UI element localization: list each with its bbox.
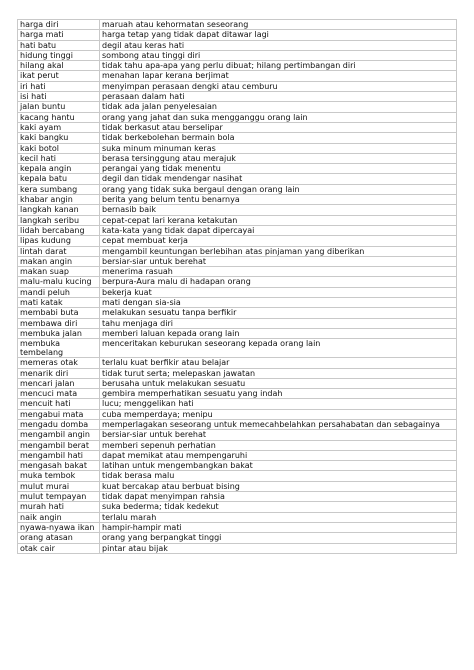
table-row — [18, 378, 457, 388]
idiom-term: lintah darat — [18, 246, 100, 256]
idiom-meaning: orang yang jahat dan suka mengganggu orang lain — [100, 112, 457, 122]
table-row — [18, 225, 457, 235]
table-row — [18, 481, 457, 491]
table-row — [18, 339, 457, 358]
idiom-meaning: berpura-Aura malu di hadapan orang — [100, 277, 457, 287]
idiom-term: makan suap — [18, 267, 100, 277]
idiom-meaning: bernasib baik — [100, 205, 457, 215]
idiom-term: hati batu — [18, 40, 100, 50]
idiom-meaning: menyimpan perasaan dengki atau cemburu — [100, 81, 457, 91]
table-row — [18, 502, 457, 512]
idiom-term: muka tembok — [18, 471, 100, 481]
idiom-meaning: suka minum minuman keras — [100, 143, 457, 153]
idiom-term: mulut tempayan — [18, 492, 100, 502]
idiom-term: mengabui mata — [18, 409, 100, 419]
idiom-term: kepala angin — [18, 164, 100, 174]
idiom-term: membawa diri — [18, 318, 100, 328]
idiom-term: mencuci mata — [18, 389, 100, 399]
table-row — [18, 308, 457, 318]
idiom-meaning: terlalu marah — [100, 512, 457, 522]
idiom-meaning: gembira memperhatikan sesuatu yang indah — [100, 389, 457, 399]
idiom-meaning: perasaan dalam hati — [100, 92, 457, 102]
idiom-term: harga diri — [18, 20, 100, 30]
idiom-term: hilang akal — [18, 61, 100, 71]
table-row — [18, 246, 457, 256]
table-row — [18, 102, 457, 112]
table-row — [18, 368, 457, 378]
idiom-meaning: terlalu kuat berfikir atau belajar — [100, 358, 457, 368]
idiom-meaning: menerima rasuah — [100, 267, 457, 277]
table-row — [18, 298, 457, 308]
table-row — [18, 40, 457, 50]
idiom-meaning: degil dan tidak mendengar nasihat — [100, 174, 457, 184]
table-row — [18, 50, 457, 60]
idiom-meaning: kata-kata yang tidak dapat dipercayai — [100, 225, 457, 235]
idiom-term: kaki botol — [18, 143, 100, 153]
table-row — [18, 256, 457, 266]
idiom-term: mengambil angin — [18, 430, 100, 440]
idiom-term: kecil hati — [18, 153, 100, 163]
idiom-term: kacang hantu — [18, 112, 100, 122]
idiom-meaning: tidak berasa malu — [100, 471, 457, 481]
idiom-meaning: hampir-hampir mati — [100, 522, 457, 532]
table-row — [18, 92, 457, 102]
idiom-term: ikat perut — [18, 71, 100, 81]
idiom-term: mulut murai — [18, 481, 100, 491]
table-row — [18, 522, 457, 532]
table-row — [18, 122, 457, 132]
table-row — [18, 215, 457, 225]
idiom-term: lidah bercabang — [18, 225, 100, 235]
idiom-term: malu-malu kucing — [18, 277, 100, 287]
idiom-meaning: melakukan sesuatu tanpa berfikir — [100, 308, 457, 318]
idiom-meaning: bersiar-siar untuk berehat — [100, 256, 457, 266]
table-row — [18, 419, 457, 429]
idiom-meaning: dapat memikat atau mempengaruhi — [100, 450, 457, 460]
table-row — [18, 30, 457, 40]
idiom-meaning: tidak turut serta; melepaskan jawatan — [100, 368, 457, 378]
table-row — [18, 153, 457, 163]
table-row — [18, 267, 457, 277]
idiom-meaning: tahu menjaga diri — [100, 318, 457, 328]
table-row — [18, 133, 457, 143]
idiom-table-body — [18, 20, 457, 554]
table-row — [18, 328, 457, 338]
table-row — [18, 287, 457, 297]
idiom-term: kera sumbang — [18, 184, 100, 194]
idiom-meaning: memperlagakan seseorang untuk memecahbelahkan persahabatan dan sebagainya — [100, 419, 457, 429]
idiom-meaning: tidak tahu apa-apa yang perlu dibuat; hilang pertimbangan diri — [100, 61, 457, 71]
idiom-meaning: berusaha untuk melakukan sesuatu — [100, 378, 457, 388]
table-row — [18, 430, 457, 440]
table-row — [18, 20, 457, 30]
idiom-term: iri hati — [18, 81, 100, 91]
idiom-meaning: berita yang belum tentu benarnya — [100, 195, 457, 205]
idiom-meaning: tidak ada jalan penyelesaian — [100, 102, 457, 112]
table-row — [18, 61, 457, 71]
document-page — [17, 19, 456, 554]
table-row — [18, 409, 457, 419]
table-row — [18, 236, 457, 246]
table-row — [18, 399, 457, 409]
idiom-meaning: menceritakan keburukan seseorang kepada orang lain — [100, 339, 457, 358]
idiom-table — [17, 19, 457, 554]
idiom-meaning: mati dengan sia-sia — [100, 298, 457, 308]
idiom-meaning: latihan untuk mengembangkan bakat — [100, 461, 457, 471]
idiom-term: makan angin — [18, 256, 100, 266]
idiom-term: langkah kanan — [18, 205, 100, 215]
idiom-meaning: tidak dapat menyimpan rahsia — [100, 492, 457, 502]
idiom-term: lipas kudung — [18, 236, 100, 246]
table-row — [18, 450, 457, 460]
idiom-meaning: menahan lapar kerana berjimat — [100, 71, 457, 81]
idiom-term: isi hati — [18, 92, 100, 102]
idiom-term: mandi peluh — [18, 287, 100, 297]
table-row — [18, 389, 457, 399]
idiom-term: mengambil berat — [18, 440, 100, 450]
table-row — [18, 164, 457, 174]
idiom-term: mengambil hati — [18, 450, 100, 460]
idiom-term: murah hati — [18, 502, 100, 512]
idiom-meaning: bersiar-siar untuk berehat — [100, 430, 457, 440]
idiom-term: menarik diri — [18, 368, 100, 378]
idiom-term: hidung tinggi — [18, 50, 100, 60]
idiom-term: mati katak — [18, 298, 100, 308]
table-row — [18, 512, 457, 522]
idiom-term: membuka tembelang — [18, 339, 100, 358]
idiom-meaning: harga tetap yang tidak dapat ditawar lagi — [100, 30, 457, 40]
idiom-term: membuka jalan — [18, 328, 100, 338]
table-row — [18, 492, 457, 502]
idiom-meaning: maruah atau kehormatan seseorang — [100, 20, 457, 30]
idiom-term: kaki ayam — [18, 122, 100, 132]
idiom-term: khabar angin — [18, 195, 100, 205]
idiom-meaning: memberi laluan kepada orang lain — [100, 328, 457, 338]
idiom-meaning: tidak berkebolehan bermain bola — [100, 133, 457, 143]
table-row — [18, 318, 457, 328]
idiom-meaning: tidak berkasut atau berselipar — [100, 122, 457, 132]
idiom-term: langkah seribu — [18, 215, 100, 225]
idiom-term: kaki bangku — [18, 133, 100, 143]
table-row — [18, 205, 457, 215]
idiom-meaning: cepat membuat kerja — [100, 236, 457, 246]
idiom-meaning: berasa tersinggung atau merajuk — [100, 153, 457, 163]
idiom-meaning: lucu; menggelikan hati — [100, 399, 457, 409]
idiom-term: jalan buntu — [18, 102, 100, 112]
table-row — [18, 184, 457, 194]
idiom-term: mengasah bakat — [18, 461, 100, 471]
idiom-term: orang atasan — [18, 533, 100, 543]
table-row — [18, 143, 457, 153]
idiom-meaning: memberi sepenuh perhatian — [100, 440, 457, 450]
idiom-term: mencari jalan — [18, 378, 100, 388]
table-row — [18, 358, 457, 368]
table-row — [18, 471, 457, 481]
idiom-term: mengadu domba — [18, 419, 100, 429]
table-row — [18, 174, 457, 184]
idiom-meaning: sombong atau tinggi diri — [100, 50, 457, 60]
table-row — [18, 533, 457, 543]
idiom-meaning: mengambil keuntungan berlebihan atas pinjaman yang diberikan — [100, 246, 457, 256]
table-row — [18, 71, 457, 81]
idiom-meaning: orang yang tidak suka bergaul dengan orang lain — [100, 184, 457, 194]
table-row — [18, 543, 457, 553]
idiom-term: memeras otak — [18, 358, 100, 368]
idiom-term: otak cair — [18, 543, 100, 553]
idiom-meaning: cepat-cepat lari kerana ketakutan — [100, 215, 457, 225]
idiom-term: membabi buta — [18, 308, 100, 318]
idiom-term: harga mati — [18, 30, 100, 40]
idiom-term: mencuit hati — [18, 399, 100, 409]
idiom-meaning: orang yang berpangkat tinggi — [100, 533, 457, 543]
idiom-meaning: suka bederma; tidak kedekut — [100, 502, 457, 512]
idiom-term: kepala batu — [18, 174, 100, 184]
idiom-meaning: kuat bercakap atau berbuat bising — [100, 481, 457, 491]
idiom-term: nyawa-nyawa ikan — [18, 522, 100, 532]
table-row — [18, 277, 457, 287]
table-row — [18, 195, 457, 205]
idiom-meaning: pintar atau bijak — [100, 543, 457, 553]
idiom-meaning: degil atau keras hati — [100, 40, 457, 50]
table-row — [18, 81, 457, 91]
table-row — [18, 112, 457, 122]
idiom-meaning: bekerja kuat — [100, 287, 457, 297]
idiom-meaning: cuba memperdaya; menipu — [100, 409, 457, 419]
idiom-meaning: perangai yang tidak menentu — [100, 164, 457, 174]
table-row — [18, 461, 457, 471]
table-row — [18, 440, 457, 450]
idiom-term: naik angin — [18, 512, 100, 522]
